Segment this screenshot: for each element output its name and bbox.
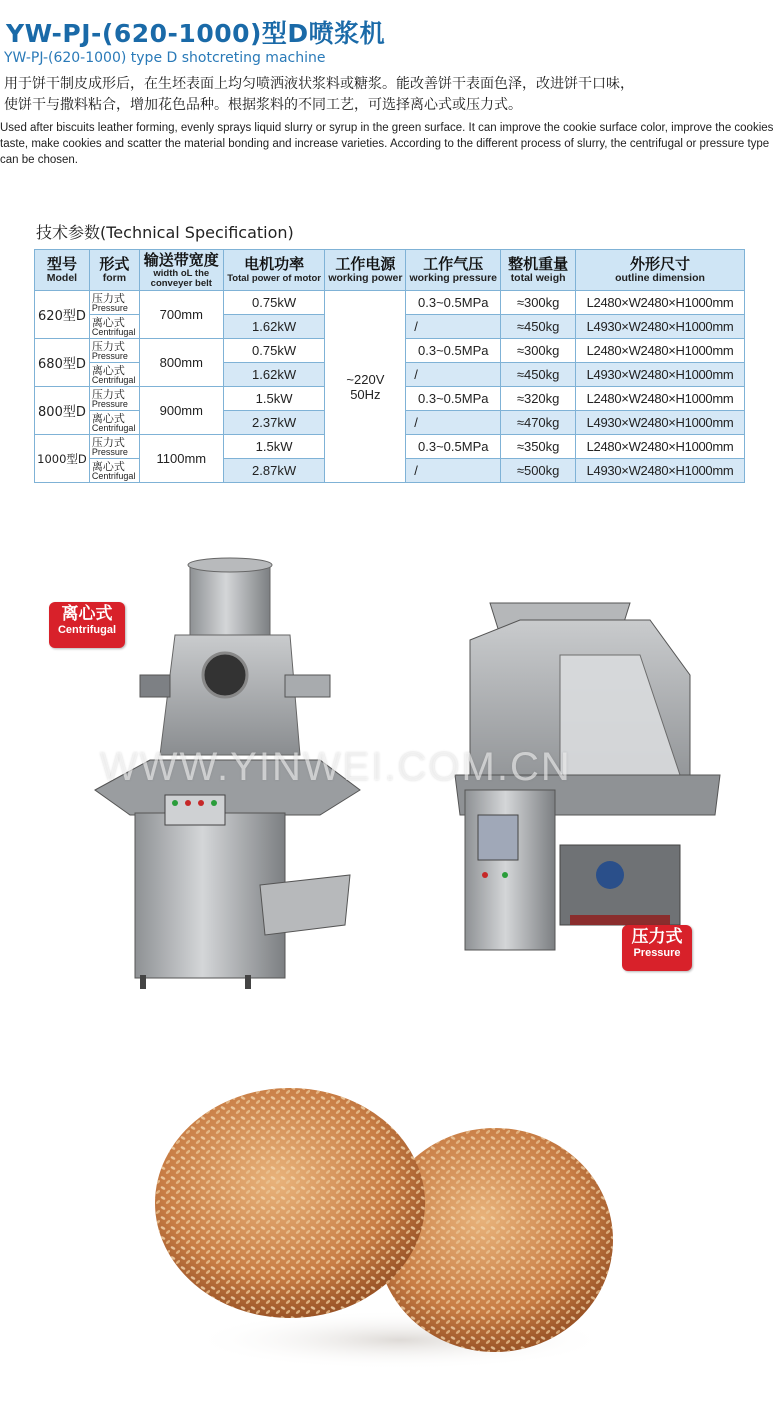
header-form: 形式 form [89,250,139,291]
weight-cell: ≈350kg [501,435,576,459]
spec-header-row [35,250,745,291]
page-subtitle: YW-PJ-(620-1000) type D shotcreting machine [4,50,326,66]
form-centrifugal-cell: 离心式 Centrifugal [89,459,139,483]
pressure-cell: / [406,459,501,483]
pressure-cell: / [406,411,501,435]
pressure-cell: / [406,363,501,387]
description-cn-line-2: 使饼干与撒料粘合，增加花色品种。根据浆料的不同工艺，可选择离心式或压力式。 [4,97,522,113]
form-centrifugal-cell: 离心式 Centrifugal [89,411,139,435]
table-row [35,291,745,315]
weight-cell: ≈470kg [501,411,576,435]
pressure-cell: 0.3~0.5MPa [406,435,501,459]
working-power-cell: ~220V 50Hz [325,291,406,483]
header-outline-dimension: 外形尺寸 outline dimension [576,250,745,291]
watermark-text: WWW.YINWEI.COM.CN [100,745,572,789]
machine-photos [0,545,780,995]
centrifugal-badge: 离心式 Centrifugal [49,602,125,648]
form-pressure-cell: 压力式 Pressure [89,339,139,363]
power-cell: 2.37kW [223,411,325,435]
power-cell: 1.62kW [223,315,325,339]
header-motor-power: 电机功率 Total power of motor [223,250,325,291]
power-cell: 1.62kW [223,363,325,387]
page-title: YW-PJ-(620-1000)型D喷浆机 [6,19,386,48]
pressure-badge: 压力式 Pressure [622,925,692,971]
description-cn-line-1: 用于饼干制皮成形后，在生坯表面上均匀喷洒液状浆料或糖浆。能改善饼干表面色泽，改进饼干口味， [4,76,634,92]
dimension-cell: L2480×W2480×H1000mm [576,435,745,459]
description-english: Used after biscuits leather forming, evenly sprays liquid slurry or syrup in the green surface. It can improve the cookie surface color, improve the cookies taste, make cookies and scatter the material bonding and increase varieties. According to the different process of slurry, the centrifugal or pressure type can be chosen. [0,122,774,166]
power-cell: 0.75kW [223,291,325,315]
header-belt-width: 输送带宽度 width oL the conveyer belt [139,250,223,291]
weight-cell: ≈300kg [501,291,576,315]
pressure-cell: 0.3~0.5MPa [406,291,501,315]
weight-cell: ≈450kg [501,315,576,339]
belt-width-cell: 800mm [139,339,223,387]
dimension-cell: L2480×W2480×H1000mm [576,339,745,363]
pressure-cell: 0.3~0.5MPa [406,339,501,363]
header-model: 型号 Model [35,250,90,291]
form-centrifugal-cell: 离心式 Centrifugal [89,315,139,339]
power-cell: 1.5kW [223,435,325,459]
form-pressure-cell: 压力式 Pressure [89,435,139,459]
header-working-pressure: 工作气压 working pressure [406,250,501,291]
pressure-cell: 0.3~0.5MPa [406,387,501,411]
belt-width-cell: 700mm [139,291,223,339]
form-pressure-cell: 压力式 Pressure [89,387,139,411]
form-pressure-cell: 压力式 Pressure [89,291,139,315]
weight-cell: ≈450kg [501,363,576,387]
header-total-weight: 整机重量 total weigh [501,250,576,291]
model-cell: 680型D [35,339,90,387]
dimension-cell: L2480×W2480×H1000mm [576,291,745,315]
cookies-illustration [150,1075,620,1375]
header-working-power: 工作电源 working power [325,250,406,291]
model-cell: 620型D [35,291,90,339]
sesame-cookies-photo [150,1075,620,1375]
power-cell: 2.87kW [223,459,325,483]
spec-title: 技术参数(Technical Specification) [36,223,294,242]
dimension-cell: L2480×W2480×H1000mm [576,387,745,411]
weight-cell: ≈500kg [501,459,576,483]
dimension-cell: L4930×W2480×H1000mm [576,315,745,339]
dimension-cell: L4930×W2480×H1000mm [576,459,745,483]
weight-cell: ≈300kg [501,339,576,363]
dimension-cell: L4930×W2480×H1000mm [576,411,745,435]
form-centrifugal-cell: 离心式 Centrifugal [89,363,139,387]
spec-table [34,249,745,483]
belt-width-cell: 1100mm [139,435,223,483]
description-chinese [4,74,774,116]
power-cell: 1.5kW [223,387,325,411]
model-cell: 800型D [35,387,90,435]
power-cell: 0.75kW [223,339,325,363]
pressure-cell: / [406,315,501,339]
model-cell: 1000型D [35,435,90,483]
belt-width-cell: 900mm [139,387,223,435]
dimension-cell: L4930×W2480×H1000mm [576,363,745,387]
weight-cell: ≈320kg [501,387,576,411]
